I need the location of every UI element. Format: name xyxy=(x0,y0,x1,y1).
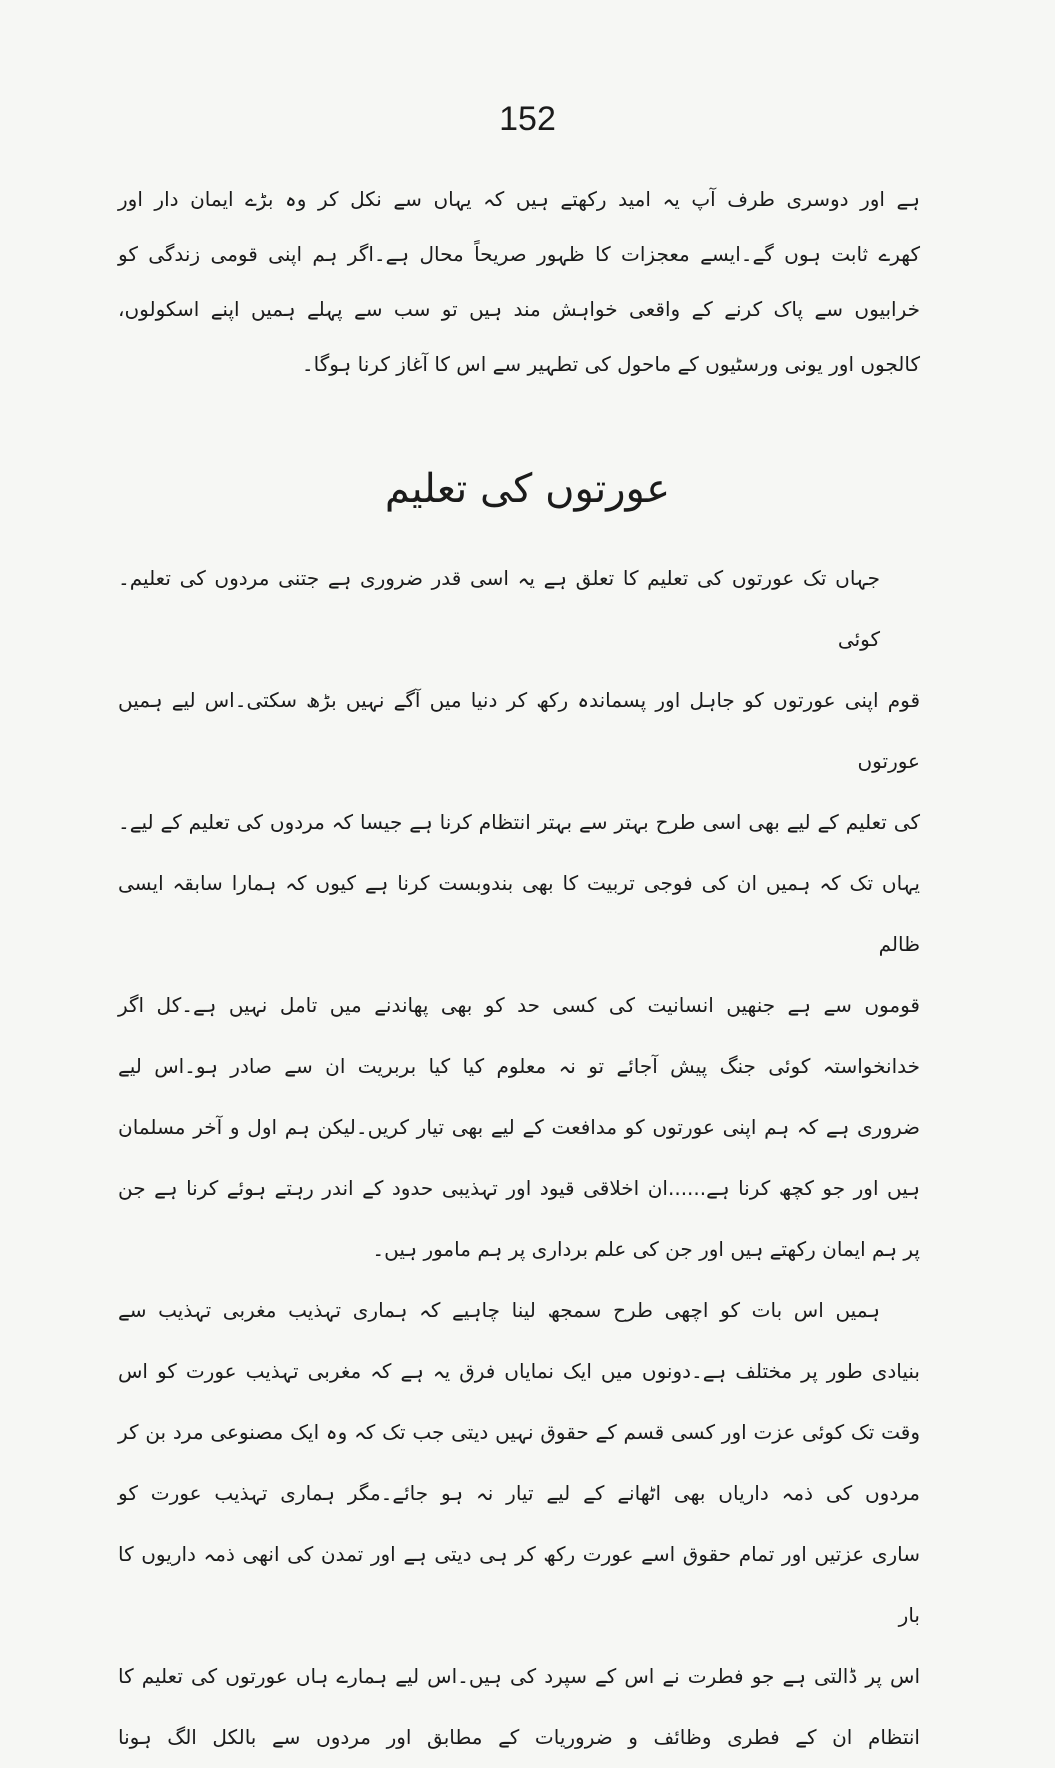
text-line: ہیں اور جو کچھ کرنا ہے......ان اخلاقی قیود اور تہذیبی حدود کے اندر رہتے ہوئے کرنا ہے جن xyxy=(118,1176,920,1200)
text-line: اس پر ڈالتی ہے جو فطرت نے اس کے سپرد کی ہیں۔اس لیے ہمارے ہاں عورتوں کی تعلیم کا xyxy=(118,1664,920,1688)
text-line: ضروری ہے کہ ہم اپنی عورتوں کو مدافعت کے لیے بھی تیار کریں۔لیکن ہم اول و آخر مسلمان xyxy=(118,1115,920,1139)
text-line: مردوں کی ذمہ داریاں بھی اٹھانے کے لیے تیار نہ ہو جائے۔مگر ہماری تہذیب عورت کو xyxy=(118,1481,920,1505)
body-text xyxy=(118,548,920,1768)
text-line: ہے اور دوسری طرف آپ یہ امید رکھتے ہیں کہ یہاں سے نکل کر وہ بڑے ایمان دار اور xyxy=(118,187,920,211)
text-line: کالجوں اور یونی ورسٹیوں کے ماحول کی تطہیر سے اس کا آغاز کرنا ہوگا۔ xyxy=(301,352,920,376)
text-line: قوموں سے ہے جنھیں انسانیت کی کسی حد کو بھی پھاندنے میں تامل نہیں ہے۔کل اگر xyxy=(118,993,920,1017)
text-line: جہاں تک عورتوں کی تعلیم کا تعلق ہے یہ اسی قدر ضروری ہے جتنی مردوں کی تعلیم۔کوئی xyxy=(118,566,880,651)
text-line: خدانخواستہ کوئی جنگ پیش آجائے تو نہ معلوم کیا کیا بربریت ان سے صادر ہو۔اس لیے xyxy=(118,1054,920,1078)
text-line: بنیادی طور پر مختلف ہے۔دونوں میں ایک نمایاں فرق یہ ہے کہ مغربی تہذیب عورت کو اس xyxy=(118,1359,920,1383)
text-line: ساری عزتیں اور تمام حقوق اسے عورت رکھ کر ہی دیتی ہے اور تمدن کی انھی ذمہ داریوں کا بار xyxy=(118,1542,920,1627)
text-line: قوم اپنی عورتوں کو جاہل اور پسماندہ رکھ کر دنیا میں آگے نہیں بڑھ سکتی۔اس لیے ہمیں عورتوں xyxy=(118,688,920,773)
text-line: خرابیوں سے پاک کرنے کے واقعی خواہش مند ہیں تو سب سے پہلے ہمیں اپنے اسکولوں، xyxy=(118,297,920,321)
text-line: پر ہم ایمان رکھتے ہیں اور جن کی علم برداری پر ہم مامور ہیں۔ xyxy=(372,1237,920,1261)
text-line: ہمیں اس بات کو اچھی طرح سمجھ لینا چاہیے کہ ہماری تہذیب مغربی تہذیب سے xyxy=(118,1298,880,1322)
page-number: 152 xyxy=(499,100,556,138)
paragraph-1 xyxy=(118,172,920,392)
text-line: انتظام ان کے فطری وظائف و ضروریات کے مطابق اور مردوں سے بالکل الگ ہونا xyxy=(118,1725,920,1749)
text-line: کی تعلیم کے لیے بھی اسی طرح بہتر سے بہتر انتظام کرنا ہے جیسا کہ مردوں کی تعلیم کے لیے۔ xyxy=(118,810,920,834)
text-line: کھرے ثابت ہوں گے۔ایسے معجزات کا ظہور صریحاً محال ہے۔اگر ہم اپنی قومی زندگی کو xyxy=(118,242,920,266)
text-line: یہاں تک کہ ہمیں ان کی فوجی تربیت کا بھی بندوبست کرنا ہے کیوں کہ ہمارا سابقہ ایسی ظالم xyxy=(118,871,920,956)
section-heading: عورتوں کی تعلیم xyxy=(384,466,671,512)
text-line: وقت تک کوئی عزت اور کسی قسم کے حقوق نہیں دیتی جب تک کہ وہ ایک مصنوعی مرد بن کر xyxy=(118,1420,920,1444)
